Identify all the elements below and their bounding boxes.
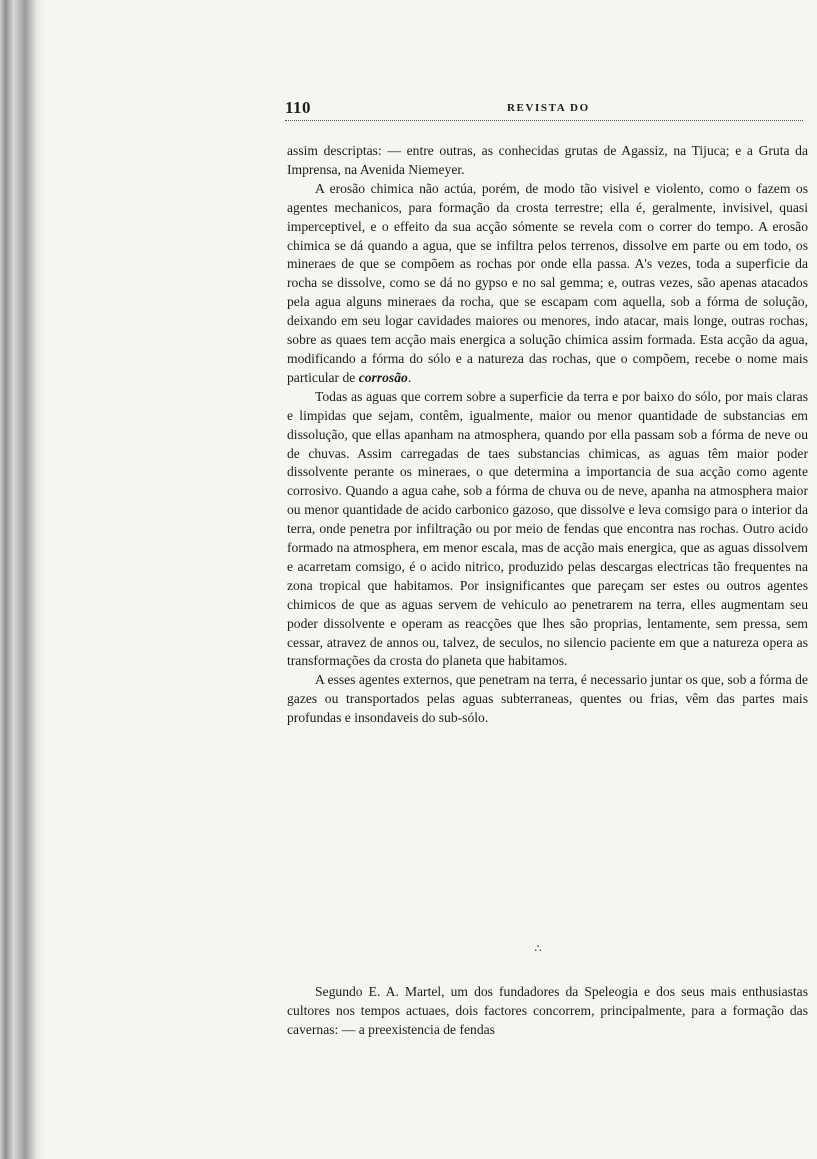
book-binding-edge <box>0 0 46 1159</box>
header-rule <box>285 120 803 121</box>
paragraph: Todas as aguas que correm sobre a superficie da terra e por baixo do sólo, por mais claras e limpidas que sejam, contêm, igualmente, maior ou menor quantidade de substancias em dissolução, que ellas apanham na atmosphera, quando por ella passam sob a fórma de neve ou de chuvas. Assim carregadas de taes substancias chimicas, as aguas têm maior poder dissolvente perante os mineraes, o que determina a importancia de sua acção como agente corrosivo. Quando a agua cahe, sob a fórma de chuva ou de neve, apanha na atmosphera maior ou menor quantidade de acido carbonico gazoso, que dissolve e leva comsigo para o interior da terra, onde penetra por infiltração ou por meio de fendas que encontra nas rochas. Outro acido formado na atmosphera, em menor escala, mas de acção mais energica, que as aguas dissolvem e acarretam comsigo, é o acido nitrico, produzido pelas descargas electricas tão frequentes na zona tropical que habitamos. Por insignificantes que pareçam ser estes ou outros agentes chimicos de que as aguas servem de vehiculo ao penetrarem na terra, elles augmentam seu poder dissolvente e operam as reacções que lhes são proprias, lentamente, sem pressa, sem cessar, atravez de annos ou, talvez, de seculos, no silencio paciente em que a natureza opera as transformações da crosta do planeta que habitamos. <box>287 388 808 669</box>
page-header <box>285 98 805 128</box>
paragraph: Segundo E. A. Martel, um dos fundadores da Speleogia e dos seus mais enthusiastas cultores nos tempos actuaes, dois factores concorrem, principalmente, para a formação das cavernas: — a preexistencia de fendas <box>287 984 808 1037</box>
page-number: 110 <box>285 98 312 117</box>
running-head: REVISTA DO <box>507 102 590 114</box>
paragraph-text: . <box>407 369 412 385</box>
paragraph: assim descriptas: — entre outras, as conhecidas grutas de Agassiz, na Tijuca; e a Gruta da Imprensa, na Avenida Niemeyer. <box>287 143 808 177</box>
emphasis-term: corrosão <box>358 369 408 385</box>
body-text-continued <box>287 983 808 1040</box>
paragraph: A esses agentes externos, que penetram na terra, é necessario juntar os que, sob a fórma de gazes ou transportados pelas aguas subterraneas, quentes ou frias, vêm das partes mais profundas e insondaveis do sub-sólo. <box>287 672 808 726</box>
paragraph-text: A erosão chimica não actúa, porém, de modo tão visivel e violento, como o fazem os agentes mechanicos, para formação da crosta terrestre; ella é, geralmente, invisivel, quasi imperceptivel, e o effeito da sua acção sómente se revela com o correr do tempo. A erosão chimica se dá quando a agua, que se infiltra pelos terrenos, dissolve em parte ou em todo, os mineraes de que se compõem as rochas por onde ella passa. A's vezes, toda a superficie da rocha se dissolve, como se dá no gypso e no sal gemma; e, outras vezes, são apenas atacados pela agua alguns mineraes da rocha, que se escapam com aquella, sob a fórma de solução, deixando em seu logar cavidades maiores ou menores, indo atacar, mais longe, outras rochas, sobre as quaes tem acção mais energica a solução chimica assim formada. Esta acção da agua, modificando a fórma do sólo e a natureza das rochas, que o compõem, recebe o nome mais particular de <box>287 180 808 385</box>
paragraph <box>287 180 808 388</box>
body-text <box>287 142 808 728</box>
section-asterism: ∴ <box>534 943 542 955</box>
